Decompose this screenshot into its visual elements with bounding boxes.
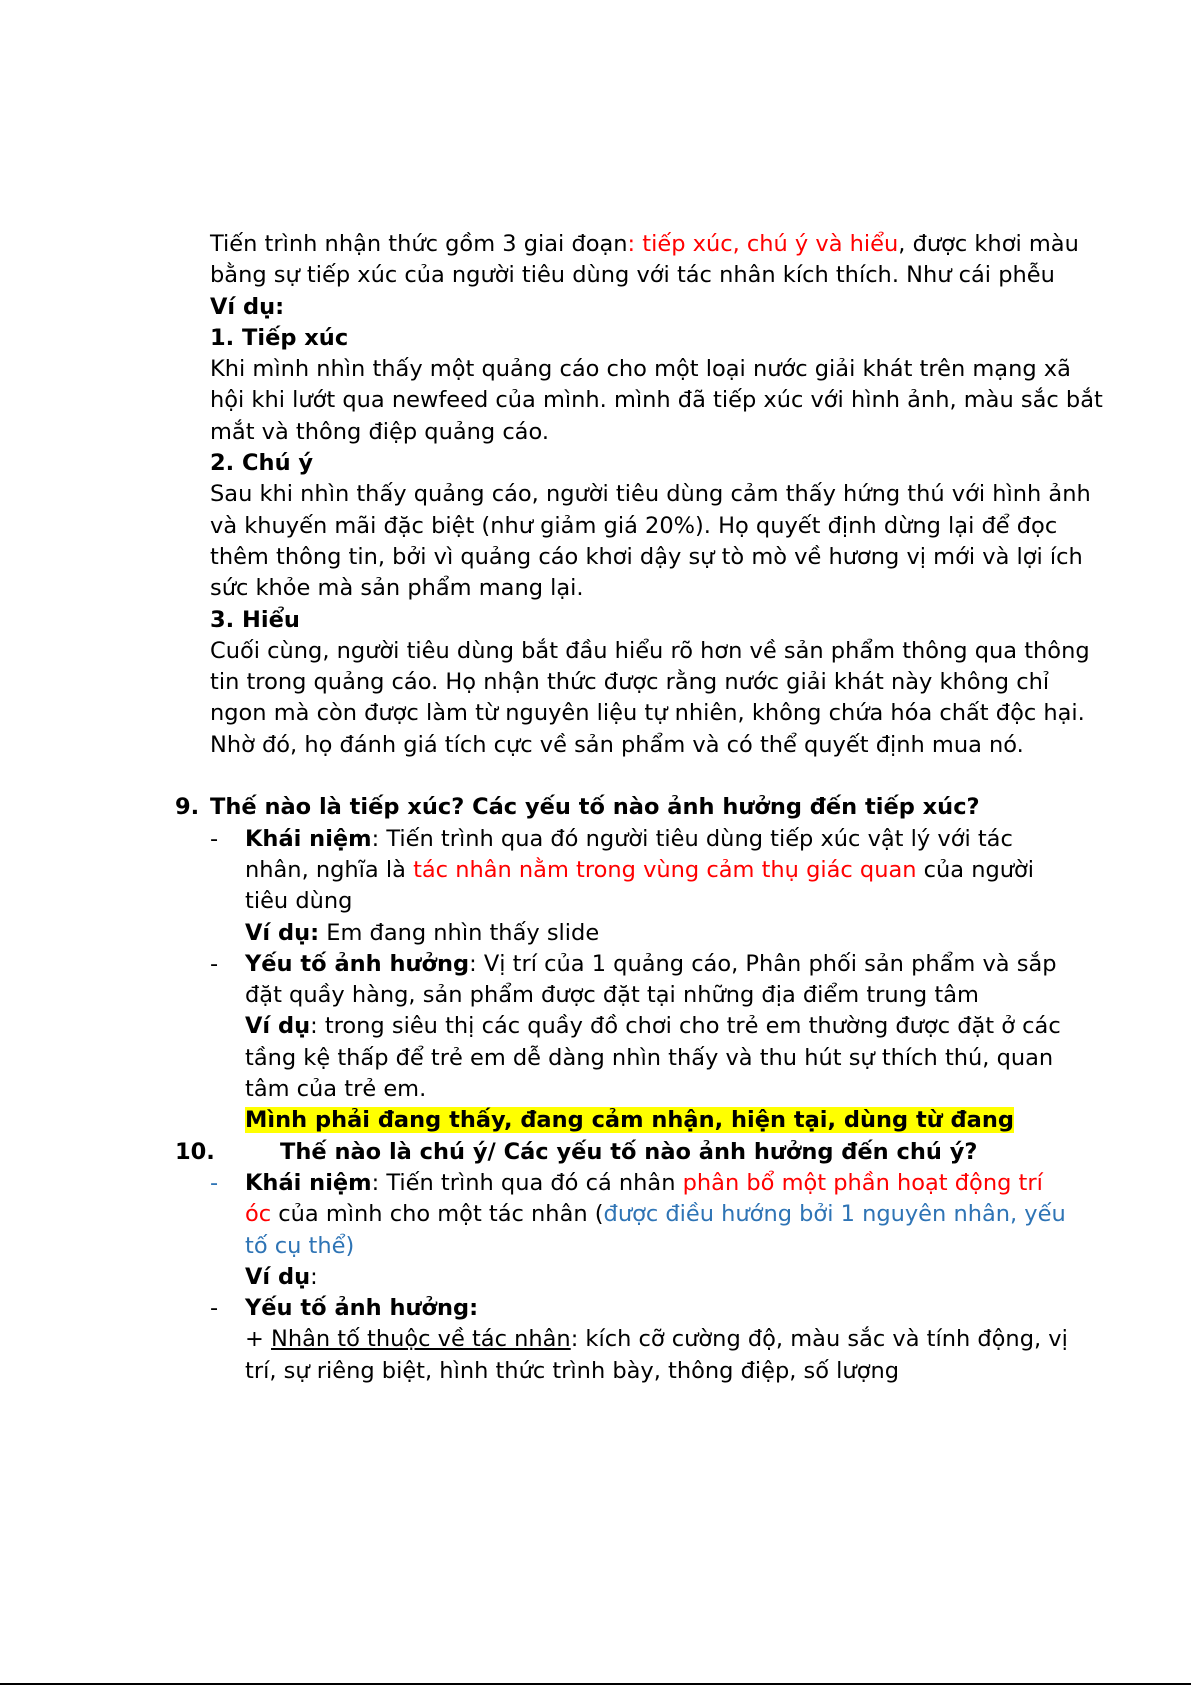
q10-example-text: : <box>310 1263 318 1290</box>
q10-example <box>245 1262 1075 1293</box>
q10-concept-note: được điều hướng bởi 1 nguyên nhân, yếu tố cụ thể) <box>245 1201 1066 1259</box>
question-10-heading <box>0 1137 1110 1168</box>
q10-example-label: Ví dụ <box>245 1263 311 1290</box>
q10-factor-detail <box>245 1324 1075 1387</box>
q10-factor-prefix: + <box>245 1326 272 1353</box>
bullet-dash: - <box>210 1295 219 1322</box>
question-9-number: 9. <box>175 794 200 821</box>
q9-factor-example-text: : trong siêu thị các quầy đồ chơi cho trẻ em thường được đặt ở các tầng kệ thấp để trẻ em dễ dàng nhìn thấy và thu hút sự thích thú, quan tâm của trẻ em. <box>245 1013 1061 1103</box>
q9-factor-example-label: Ví dụ <box>245 1013 311 1040</box>
q9-concept-text: : Tiến trình qua đó người tiêu dùng tiếp xúc vật lý với tác nhân, nghĩa là <box>245 825 1013 883</box>
q10-factor-underline: Nhân tố thuộc về tác nhân <box>271 1326 571 1353</box>
step-1-title: 1. Tiếp xúc <box>210 324 349 351</box>
step-3-title: 3. Hiểu <box>210 606 300 633</box>
bullet-dash: - <box>210 950 219 977</box>
q10-concept-item <box>210 1168 1075 1262</box>
q10-factor-item <box>210 1293 1075 1324</box>
question-10-title: Thế nào là chú ý/ Các yếu tố nào ảnh hưởng đến chú ý? <box>280 1138 978 1165</box>
intro-text: Tiến trình nhận thức gồm 3 giai đoạn <box>210 231 628 257</box>
q10-factor-label: Yếu tố ảnh hưởng: <box>245 1295 479 1322</box>
q9-concept-text-end: của người tiêu dùng <box>245 856 1035 915</box>
q9-factor-item <box>210 949 1075 1012</box>
q9-factor-label: Yếu tố ảnh hưởng <box>245 950 470 977</box>
bullet-dash: - <box>210 825 219 852</box>
step-1-text: Khi mình nhìn thấy một quảng cáo cho một loại nước giải khát trên mạng xã hội khi lướt qua newfeed của mình. mình đã tiếp xúc với hình ảnh, màu sắc bắt mắt và thông điệp quảng cáo. <box>210 356 1103 445</box>
q9-example-text: Em đang nhìn thấy slide <box>319 919 600 946</box>
q9-factor-text: : Vị trí của 1 quảng cáo, Phân phối sản phẩm và sắp đặt quầy hàng, sản phẩm được đặt tại những địa điểm trung tâm <box>245 950 1057 1009</box>
intro-text-end: , được khơi màu bằng sự tiếp xúc của người tiêu dùng với tác nhân kích thích. Như cái phễu <box>210 231 1079 289</box>
example-heading: Ví dụ: <box>210 293 285 320</box>
q9-concept-label: Khái niệm <box>245 825 372 852</box>
intro-stages: : tiếp xúc, chú ý và hiểu <box>627 231 899 257</box>
step-2-text: Sau khi nhìn thấy quảng cáo, người tiêu dùng cảm thấy hứng thú với hình ảnh và khuyến mãi đặc biệt (như giảm giá 20%). Họ quyết định dừng lại để đọc thêm thông tin, bởi vì quảng cáo khơi dậy sự tò mò về hương vị mới và lợi ích sức khỏe mà sản phẩm mang lại. <box>210 481 1091 602</box>
step-3-text: Cuối cùng, người tiêu dùng bắt đầu hiểu rõ hơn về sản phẩm thông qua thông tin trong quảng cáo. Họ nhận thức được rằng nước giải khát này không chỉ ngon mà còn được làm từ nguyên liệu tự nhiên, không chứa hóa chất độc hại. Nhờ đó, họ đánh giá tích cực về sản phẩm và có thể quyết định mua nó. <box>210 637 1090 758</box>
q9-example-label: Ví dụ: <box>245 919 320 946</box>
document-content <box>0 229 1191 1387</box>
q9-example <box>245 918 1075 949</box>
q10-concept-label: Khái niệm <box>245 1169 372 1196</box>
question-9-title: Thế nào là tiếp xúc? Các yếu tố nào ảnh hưởng đến tiếp xúc? <box>210 794 980 821</box>
step-2-title: 2. Chú ý <box>210 450 314 477</box>
q9-highlight-text: Mình phải đang thấy, đang cảm nhận, hiện tại, dùng từ đang <box>245 1107 1014 1134</box>
q10-concept-text-mid: của mình cho một tác nhân ( <box>271 1201 604 1228</box>
q10-concept-text: : Tiến trình qua đó cá nhân <box>371 1169 683 1196</box>
q9-concept-highlight: tác nhân nằm trong vùng cảm thụ giác quan <box>413 856 917 883</box>
q9-factor-example <box>245 1011 1075 1105</box>
q9-concept-item <box>210 824 1075 918</box>
bullet-dash: - <box>210 1169 219 1196</box>
blank-line <box>0 761 1191 792</box>
question-9-heading <box>0 792 1110 823</box>
q10-concept-highlight: phân bổ một phần hoạt động trí óc <box>245 1169 1043 1228</box>
q9-highlight-note <box>245 1105 1075 1136</box>
q10-factor-text: : kích cỡ cường độ, màu sắc và tính động, vị trí, sự riêng biệt, hình thức trình bày, thông điệp, số lượng <box>245 1326 1068 1384</box>
question-10-number: 10. <box>175 1138 215 1165</box>
intro-paragraph <box>210 229 1110 292</box>
